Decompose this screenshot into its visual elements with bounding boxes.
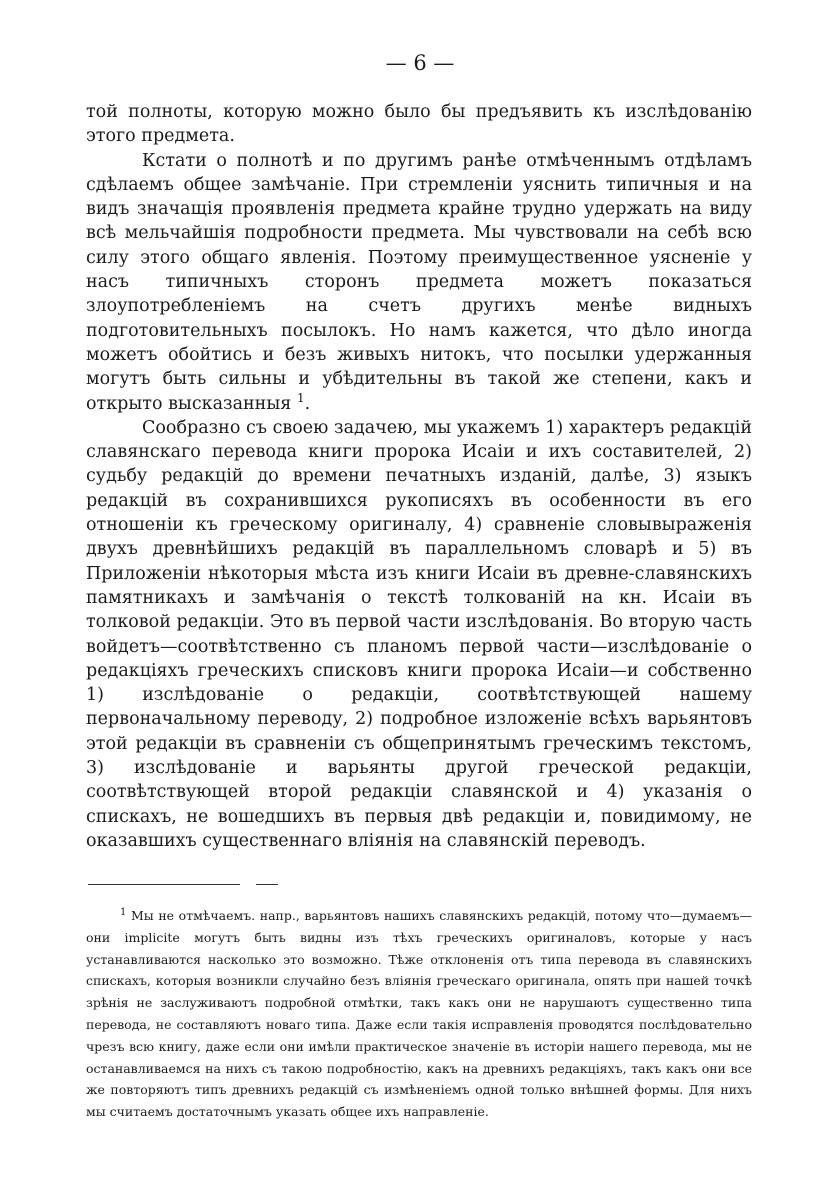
main-text bbox=[86, 100, 752, 853]
paragraph-continuation: той полноты, которую можно было бы предъявить къ изслѣдованію этого предмета. bbox=[86, 102, 752, 147]
footnote-separator bbox=[88, 884, 240, 885]
footnote bbox=[86, 905, 752, 1123]
paragraph-completeness-remark: Кстати о полнотѣ и по другимъ ранѣе отмѣченнымъ отдѣламъ сдѣлаемъ общее замѣчаніе. При стремленіи уяснить типичныя и на видъ значащія проявленія предмета крайне трудно удержать на виду всѣ мельчайшія подробности предмета. Мы чувствовали на себѣ всю силу этого общаго явленія. Поэтому преимущественное уясненіе у насъ типичныхъ сторонъ предмета можетъ показаться злоупотребленіемъ на счетъ другихъ менѣе видныхъ подготовительныхъ посылокъ. Но намъ кажется, что дѣло иногда можетъ обойтись и безъ живыхъ нитокъ, что посылки удержанныя могутъ быть сильны и убѣдительны въ такой же степени, какъ и открыто высказанныя $^1$. bbox=[86, 150, 752, 414]
footnote-mark: 1 bbox=[120, 906, 127, 918]
paragraph-completeness-text: Кстати о полнотѣ и по другимъ ранѣе отмѣченнымъ отдѣламъ сдѣлаемъ общее замѣчаніе. При стремленіи уяснить типичныя и на видъ значащія проявленія предмета крайне трудно удержать на виду всѣ мельчайшія подробности предмета. Мы чувствовали на себѣ всю силу этого общаго явленія. Поэтому преимущественное уясненіе у насъ типичныхъ сторонъ предмета можетъ показаться злоупотребленіемъ на счетъ другихъ менѣе видныхъ подготовительныхъ посылокъ. Но намъ кажется, что дѣло иногда можетъ обойтись и безъ живыхъ нитокъ, что посылки удержанныя могутъ быть сильны и убѣдительны въ такой же степени, какъ и открыто высказанныя bbox=[86, 150, 752, 414]
page-number: — 6 — bbox=[385, 51, 455, 75]
footnote-reference: 1 bbox=[296, 390, 305, 405]
paragraph-research-plan: Сообразно съ своею задачею, мы укажемъ 1) характеръ редакцій славянскаго перевода книги пророка Исаіи и ихъ составителей, 2) судьбу редакцій до времени печатныхъ изданій, далѣе, 3) языкъ редакцій въ сохранившихся рукописяхъ въ особенности въ его отношеніи къ греческому оригиналу, 4) сравненіе словывыраженія двухъ древнѣйшихъ редакцій въ параллельномъ словарѣ и 5) въ Приложеніи нѣкоторыя мѣста изъ книги Исаіи въ древне-славянскихъ памятникахъ и замѣчанія о текстѣ толкованій на кн. Исаіи въ толковой редакціи. Это въ первой части изслѣдованія. Во вторую часть войдетъ—соотвѣтственно съ планомъ первой части—изслѣдованіе о редакціяхъ греческихъ списковъ книги пророка Исаіи—и собственно 1) изслѣдованіе о редакціи, соотвѣтствующей нашему первоначальному переводу, 2) подробное изложеніе всѣхъ варьянтовъ этой редакціи въ сравненіи съ общепринятымъ греческимъ текстомъ, 3) изслѣдованіе и варьянты другой греческой редакціи, соотвѣтствующей второй редакціи славянской и 4) указанія о спискахъ, не вошедшихъ въ первыя двѣ редакціи и, повидимому, не оказавшихъ существеннаго вліянія на славянскій переводъ. bbox=[86, 417, 752, 851]
footnote-text: Мы не отмѣчаемъ. напр., варьянтовъ нашихъ славянскихъ редакцій, потому что—думаемъ—они implicite могутъ быть видны изъ тѣхъ греческихъ оригиналовъ, которые у насъ устанавливаются насколько это возможно. Тѣже отклоненія отъ типа перевода въ славянскихъ спискахъ, которыя возникли случайно безъ вліянія греческаго оригинала, опять при нашей точкѣ зрѣнія не заслуживаютъ подробной отмѣтки, такъ какъ они не нарушаютъ существенно типа перевода, не составляютъ новаго типа. Даже если такія исправленія проводятся послѣдовательно чрезъ всю книгу, даже если они имѣли практическое значеніе въ исторіи нашего перевода, мы не останавливаемся на нихъ съ такою подробностію, какъ на древнихъ редакціяхъ, такъ какъ они все же повторяютъ типъ древнихъ редакцій съ измѣненіемъ одной только внѣшней формы. Для нихъ мы считаемъ достаточнымъ указать общее ихъ направленіе. bbox=[86, 908, 752, 1120]
footnote-separator-short bbox=[256, 884, 278, 885]
